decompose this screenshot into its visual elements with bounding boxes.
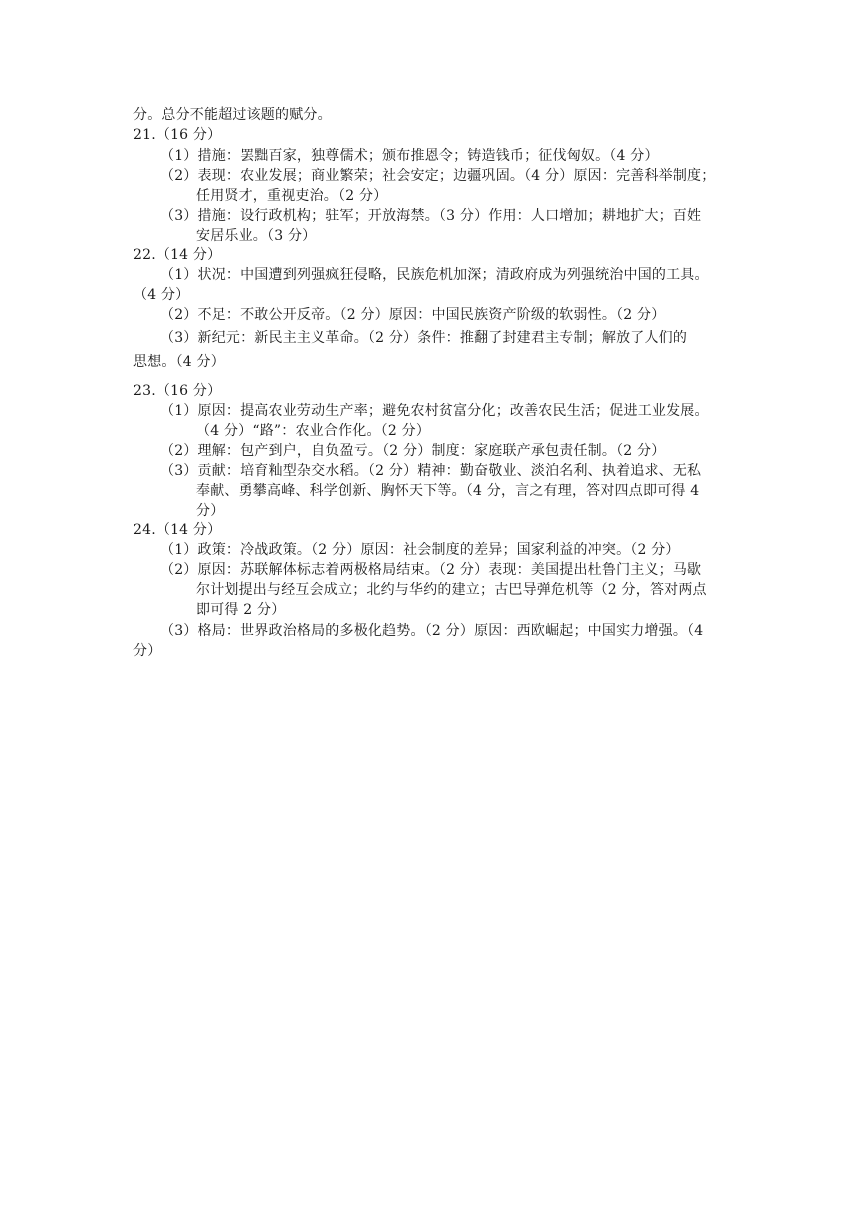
q22-answer-3: （3）新纪元：新民主主义革命。（2 分）条件：推翻了封建君主专制；解放了人们的	[160, 330, 688, 346]
q23-answer-1-cont: （4 分）“路”：农业合作化。（2 分）	[196, 423, 431, 439]
q21-answer-3: （3）措施：设行政机构；驻军；开放海禁。（3 分）作用：人口增加；耕地扩大；百姓	[160, 208, 702, 224]
q24-answer-2: （2）原因：苏联解体标志着两极格局结束。（2 分）表现：美国提出杜鲁门主义；马歇	[160, 562, 702, 578]
q24-answer-2-cont: 尔计划提出与经互会成立；北约与华约的建立；古巴导弹危机等（2 分，答对两点	[196, 582, 707, 598]
intro-line: 分。总分不能超过该题的赋分。	[133, 107, 332, 123]
q24-answer-3-cont: 分）	[133, 643, 162, 659]
q21-answer-2: （2）表现：农业发展；商业繁荣；社会安定；边疆巩固。（4 分）原因：完善科举制度；	[160, 168, 716, 184]
q21-answer-1: （1）措施：罢黜百家，独尊儒术；颁布推恩令；铸造钱币；征伐匈奴。（4 分）	[160, 148, 659, 164]
q23-header: 23.（16 分）	[133, 383, 222, 399]
q24-answer-1: （1）政策：冷战政策。（2 分）原因：社会制度的差异；国家利益的冲突。（2 分）	[160, 542, 680, 558]
q22-answer-1-cont: （4 分）	[133, 287, 190, 303]
q21-answer-2-cont: 任用贤才，重视吏治。（2 分）	[196, 188, 388, 204]
q24-answer-3: （3）格局：世界政治格局的多极化趋势。（2 分）原因：西欧崛起；中国实力增强。（4	[160, 623, 704, 639]
q21-answer-3-cont: 安居乐业。（3 分）	[196, 228, 317, 244]
q23-answer-1: （1）原因：提高农业劳动生产率；避免农村贫富分化；改善农民生活；促进工业发展。	[160, 403, 709, 419]
q22-answer-1: （1）状况：中国遭到列强疯狂侵略，民族危机加深；清政府成为列强统治中国的工具。	[160, 267, 709, 283]
q24-answer-2-cont-2: 即可得 2 分）	[196, 602, 286, 618]
q23-answer-3-cont: 奉献、勇攀高峰、科学创新、胸怀天下等。（4 分，言之有理，答对四点即可得 4	[196, 483, 700, 499]
q22-header: 22.（14 分）	[133, 247, 222, 263]
q24-header: 24.（14 分）	[133, 522, 222, 538]
q21-header: 21.（16 分）	[133, 127, 222, 143]
q23-answer-3: （3）贡献：培育籼型杂交水稻。（2 分）精神：勤奋敬业、淡泊名利、执着追求、无私	[160, 463, 702, 479]
q22-answer-3-cont: 思想。（4 分）	[133, 354, 225, 370]
q23-answer-2: （2）理解：包产到户，自负盈亏。（2 分）制度：家庭联产承包责任制。（2 分）	[160, 443, 666, 459]
q23-answer-3-cont-2: 分）	[196, 503, 225, 519]
q22-answer-2: （2）不足：不敢公开反帝。（2 分）原因：中国民族资产阶级的软弱性。（2 分）	[160, 307, 666, 323]
